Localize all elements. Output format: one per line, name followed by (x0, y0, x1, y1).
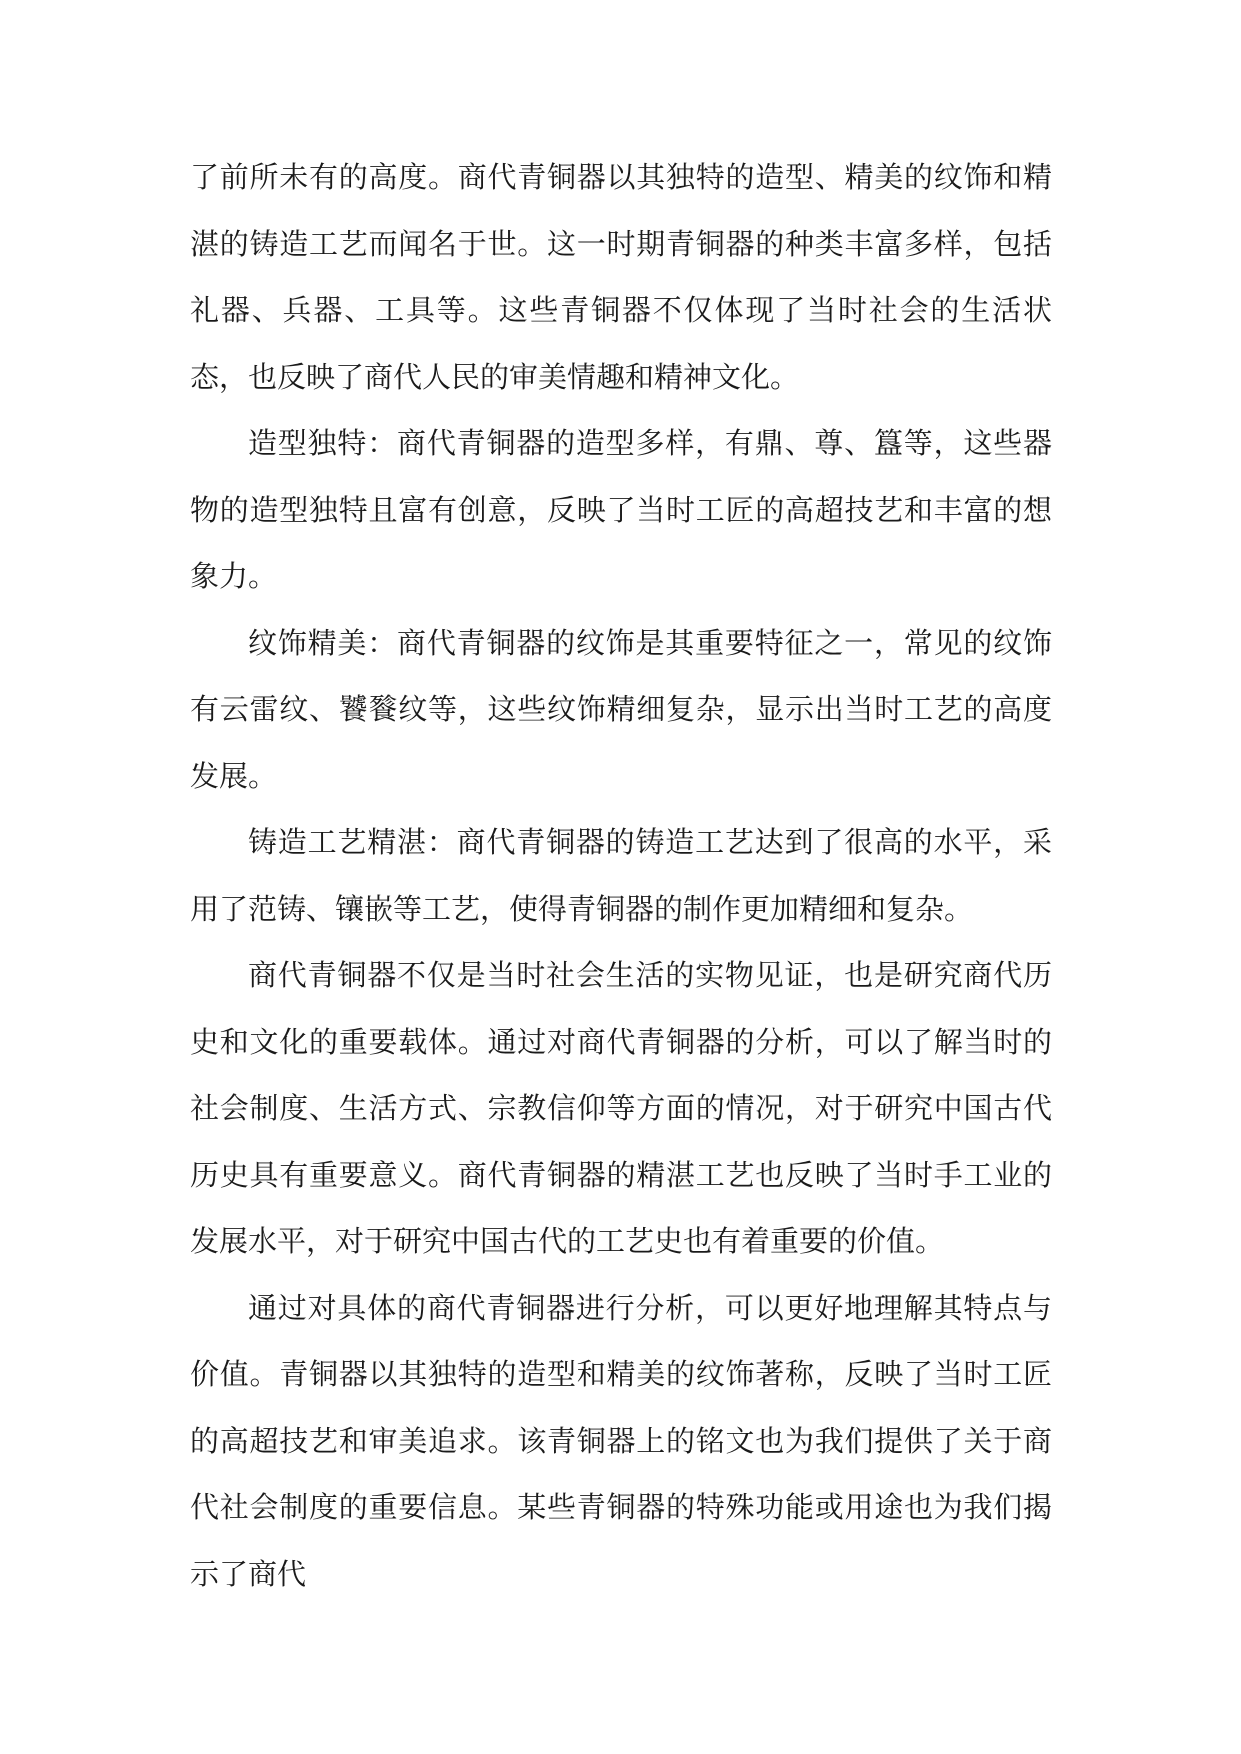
paragraph-continuation: 了前所未有的高度。商代青铜器以其独特的造型、精美的纹饰和精湛的铸造工艺而闻名于世。这一时期青铜器的种类丰富多样，包括礼器、兵器、工具等。这些青铜器不仅体现了当时社会的生活状态，也反映了商代人民的审美情趣和精神文化。 (190, 160, 1052, 394)
paragraph-casting: 铸造工艺精湛：商代青铜器的铸造工艺达到了很高的水平，采用了范铸、镶嵌等工艺，使得青铜器的制作更加精细和复杂。 (190, 825, 1052, 926)
paragraph-analysis: 通过对具体的商代青铜器进行分析，可以更好地理解其特点与价值。青铜器以其独特的造型和精美的纹饰著称，反映了当时工匠的高超技艺和审美追求。该青铜器上的铭文也为我们提供了关于商代社会制度的重要信息。某些青铜器的特殊功能或用途也为我们揭示了商代 (190, 1290, 1052, 1591)
paragraph-significance: 商代青铜器不仅是当时社会生活的实物见证，也是研究商代历史和文化的重要载体。通过对商代青铜器的分析，可以了解当时的社会制度、生活方式、宗教信仰等方面的情况，对于研究中国古代历史具有重要意义。商代青铜器的精湛工艺也反映了当时手工业的发展水平，对于研究中国古代的工艺史也有着重要的价值。 (190, 958, 1052, 1258)
body-text (190, 144, 1052, 1607)
paragraph-decoration: 纹饰精美：商代青铜器的纹饰是其重要特征之一，常见的纹饰有云雷纹、饕餮纹等，这些纹饰精细复杂，显示出当时工艺的高度发展。 (190, 625, 1052, 793)
paragraph-shape: 造型独特：商代青铜器的造型多样，有鼎、尊、簋等，这些器物的造型独特且富有创意，反映了当时工匠的高超技艺和丰富的想象力。 (190, 426, 1052, 593)
